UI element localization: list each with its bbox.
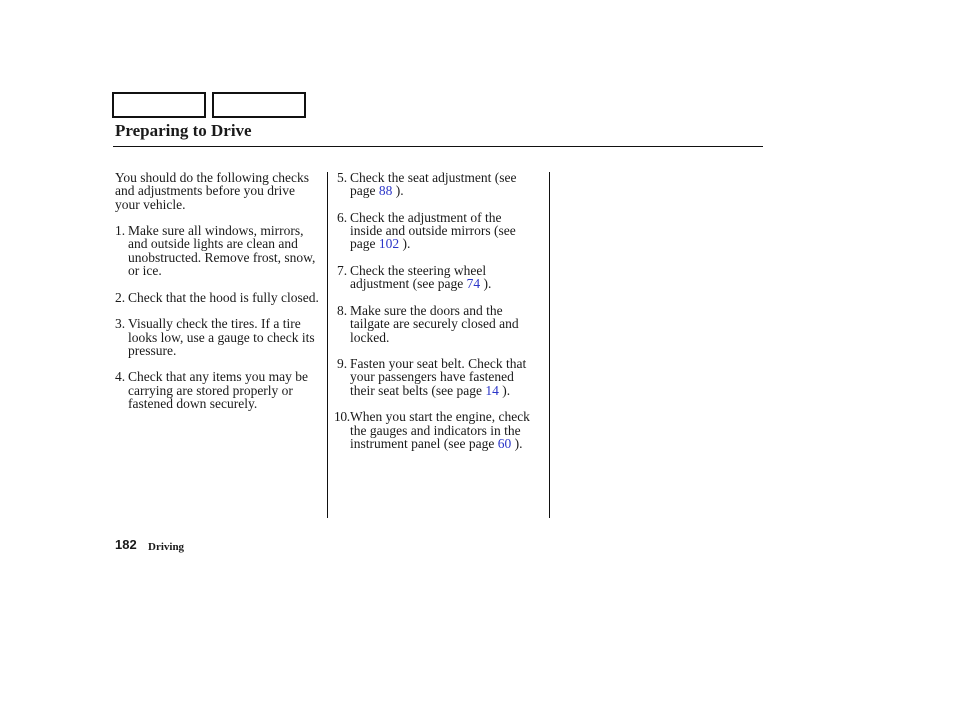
checklist-item-7 [337, 264, 530, 291]
nav-box-1[interactable] [112, 92, 206, 118]
item-text [350, 171, 516, 198]
item-line: and outside lights are clean and [128, 236, 298, 252]
item-line: Check the steering wheel [350, 263, 487, 279]
checklist-item-9 [337, 357, 530, 397]
intro-line: your vehicle. [115, 196, 186, 212]
item-line: Visually check the tires. If a tire [128, 316, 301, 332]
item-number: 4. [115, 369, 126, 385]
page-link-88[interactable]: 88 [378, 183, 393, 199]
item-line: fastened down securely. [128, 396, 258, 412]
page-link-74[interactable]: 74 [466, 276, 481, 292]
item-text [128, 224, 315, 277]
checklist-item-10 [334, 409, 530, 451]
item-number: 10. [334, 409, 350, 425]
item-line: Check the adjustment of the [350, 209, 502, 225]
ref-prefix: their seat belts (see page [350, 382, 486, 398]
column-middle [334, 170, 530, 464]
item-line: pressure. [128, 342, 177, 358]
item-line: or ice. [128, 263, 162, 279]
item-line: carrying are stored properly or [128, 382, 293, 398]
intro-line: and adjustments before you drive [115, 183, 295, 199]
item-text [350, 211, 516, 251]
item-number: 8. [337, 302, 348, 318]
page-number: 182 [115, 537, 137, 552]
page-link-14[interactable]: 14 [485, 382, 499, 398]
item-line: locked. [350, 329, 390, 345]
checklist-item-8 [337, 304, 530, 344]
column-divider-1 [327, 172, 328, 518]
item-number: 2. [115, 289, 126, 305]
item-number: 9. [337, 356, 348, 372]
item-line: Check the seat adjustment (see [350, 170, 517, 185]
page-link-102[interactable]: 102 [378, 236, 400, 252]
intro-line: You should do the following checks [115, 170, 309, 185]
item-line: Make sure the doors and the [350, 302, 503, 318]
column-left [115, 171, 319, 424]
item-line: Check that any items you may be [128, 369, 308, 385]
item-line: unobstructed. Remove frost, snow, [128, 249, 316, 265]
item-number: 3. [115, 316, 126, 332]
item-text [128, 370, 308, 410]
ref-suffix: ). [498, 382, 511, 398]
item-text [350, 410, 530, 450]
checklist-item-6 [337, 211, 530, 251]
item-text [128, 291, 319, 304]
ref-suffix: ). [399, 236, 411, 252]
item-line: the gauges and indicators in the [350, 422, 521, 438]
intro-paragraph [115, 171, 319, 211]
checklist-item-2 [115, 291, 319, 304]
checklist-item-4 [115, 370, 319, 410]
item-line: tailgate are securely closed and [350, 316, 519, 332]
ref-suffix: ). [511, 435, 523, 451]
item-number: 6. [337, 209, 348, 225]
item-text [350, 357, 526, 397]
item-line: When you start the engine, check [350, 409, 530, 425]
item-number: 5. [337, 170, 348, 185]
ref-prefix: adjustment (see page [350, 276, 467, 292]
item-text [128, 317, 315, 357]
checklist-item-5 [337, 171, 530, 198]
column-divider-2 [549, 172, 550, 518]
section-name: Driving [148, 541, 185, 553]
checklist-item-1 [115, 224, 319, 277]
title-rule [113, 146, 763, 147]
item-line: inside and outside mirrors (see [350, 223, 516, 239]
item-line: Fasten your seat belt. Check that [350, 356, 527, 372]
page-link-60[interactable]: 60 [497, 435, 512, 451]
checklist-item-3 [115, 317, 319, 357]
page-reference-line [350, 437, 530, 450]
nav-box-2[interactable] [212, 92, 306, 118]
page-reference-line [350, 384, 526, 397]
item-line: Check that the hood is fully closed. [128, 289, 319, 305]
page-reference-line [350, 277, 491, 290]
ref-prefix: page [350, 183, 379, 199]
ref-prefix: page [350, 236, 379, 252]
item-number: 1. [115, 223, 126, 239]
ref-suffix: ). [392, 183, 404, 199]
page-reference-line [350, 237, 516, 250]
item-number: 7. [337, 263, 348, 279]
ref-prefix: instrument panel (see page [350, 435, 498, 451]
item-line: looks low, use a gauge to check its [128, 329, 315, 345]
item-text [350, 304, 519, 344]
item-line: Make sure all windows, mirrors, [128, 223, 304, 239]
page-title: Preparing to Drive [115, 121, 252, 140]
page-reference-line [350, 184, 516, 197]
item-text [350, 264, 491, 291]
ref-suffix: ). [480, 276, 492, 292]
item-line: your passengers have fastened [350, 369, 514, 385]
